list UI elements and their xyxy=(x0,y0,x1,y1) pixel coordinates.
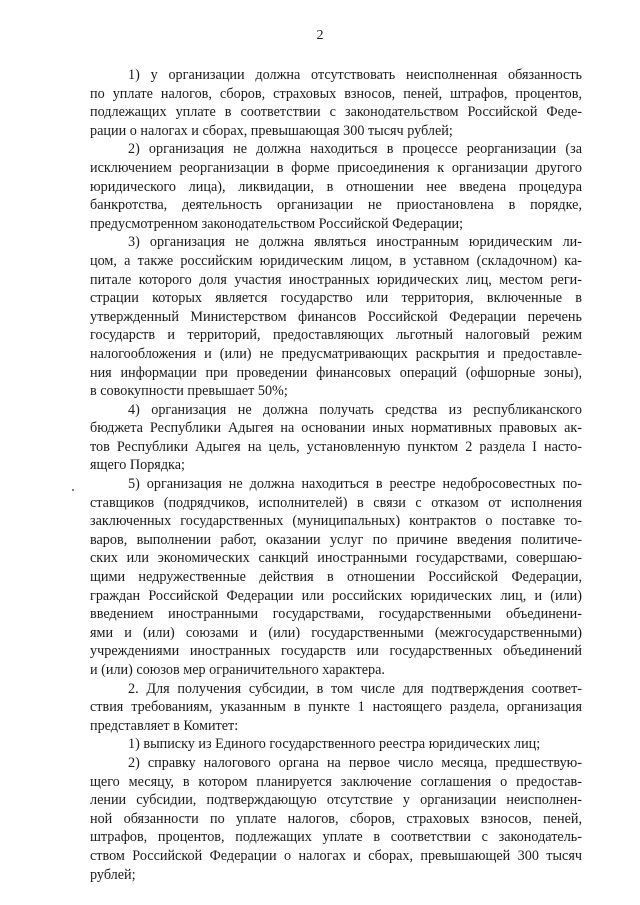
document-body xyxy=(90,66,582,884)
margin-mark xyxy=(72,489,74,491)
text-line: ством Российской Федерации о налогах и сборах, превышающей 300 тысяч xyxy=(90,847,582,864)
text-line: ной обязанности по уплате налогов, сборов, страховых взносов, пеней, xyxy=(90,810,582,827)
text-line: страции которых является государство или территория, включенные в xyxy=(90,290,582,307)
text-line: ствия требованиям, указанным в пункте 1 настоящего раздела, организация xyxy=(90,699,582,716)
text-line: рации о налогах и сборах, превышающая 300 тысяч рублей; xyxy=(90,122,453,139)
text-line: 1) выписку из Единого государственного реестра юридических лиц; xyxy=(128,736,541,753)
text-line: цом, а также российским юридическим лицом, в уставном (складочном) ка- xyxy=(90,252,582,269)
text-line: ящего Порядка; xyxy=(90,457,185,474)
text-line: щими недружественные действия в отношении Российской Федерации, xyxy=(90,569,582,586)
text-line: 1) у организации должна отсутствовать неисполненная обязанность xyxy=(128,67,582,83)
text-line: в совокупности превышает 50%; xyxy=(90,383,288,400)
text-line: ями и (или) союзами и (или) государственными (межгосударственными) xyxy=(90,624,582,641)
text-line: питале которого доля участия иностранных юридических лиц, местом реги- xyxy=(90,271,582,288)
text-line: 2) справку налогового органа на первое число месяца, предшествую- xyxy=(128,754,582,771)
text-line: банкротства, деятельность организации не приостановлена в порядке, xyxy=(90,197,582,214)
text-line: заключенных государственных (муниципальных) контрактов о поставке то- xyxy=(90,513,582,530)
text-line: варов, выполнении работ, оказании услуг по причине введения политиче- xyxy=(90,531,582,548)
text-line: рублей; xyxy=(90,866,136,883)
text-line: 3) организация не должна являться иностранным юридическим ли- xyxy=(128,234,582,251)
text-line: по уплате налогов, сборов, страховых взносов, пеней, штрафов, процентов, xyxy=(90,85,582,102)
text-line: утвержденный Министерством финансов Российской Федерации перечень xyxy=(90,308,582,325)
text-line: подлежащих уплате в соответствии с законодательством Российской Феде- xyxy=(90,104,582,121)
text-line: 4) организация не должна получать средства из республиканского xyxy=(128,401,582,418)
text-line: налогообложения и (или) не предусматривающих раскрытия и предоставле- xyxy=(90,345,582,362)
text-line: и (или) союзов мер ограничительного характера. xyxy=(90,662,385,678)
text-line: 5) организация не должна находиться в реестре недобросовестных по- xyxy=(128,476,582,493)
text-line: исключением реорганизации в форме присоединения к организации другого xyxy=(90,159,582,176)
text-line: 2) организация не должна находиться в процессе реорганизации (за xyxy=(128,141,582,158)
text-line: государств и территорий, предоставляющих льготный налоговый режим xyxy=(90,327,582,344)
text-line: юридического лица), ликвидации, в отношении нее введена процедура xyxy=(90,178,582,195)
text-line: учреждениями иностранных государств или государственных объединений xyxy=(90,643,582,660)
text-line: штрафов, процентов, подлежащих уплате в соответствии с законодатель- xyxy=(90,829,582,846)
text-line: 2. Для получения субсидии, в том числе для подтверждения соответ- xyxy=(128,680,582,697)
text-line: ставщиков (подрядчиков, исполнителей) в связи с отказом от исполнения xyxy=(90,494,582,511)
text-line: бюджета Республики Адыгея на основании иных нормативных правовых ак- xyxy=(90,420,582,437)
text-line: щего месяцу, в котором планируется заключение соглашения о предостав- xyxy=(90,773,582,790)
text-line: тов Республики Адыгея на цель, установленную пунктом 2 раздела I насто- xyxy=(90,438,582,455)
text-line: предусмотренном законодательством Российской Федерации; xyxy=(90,215,464,232)
text-line: ния информации при проведении финансовых операций (офшорные зоны), xyxy=(90,364,582,381)
text-line: граждан Российской Федерации или российских юридических лиц, и (или) xyxy=(90,587,582,604)
text-line: введением иностранными государствами, государственными объединени- xyxy=(90,606,582,623)
text-line: ских или экономических санкций иностранными государствами, совершаю- xyxy=(90,550,582,567)
page-number: 2 xyxy=(316,28,324,43)
text-line: лении субсидии, подтверждающую отсутствие у организации неисполнен- xyxy=(90,792,582,809)
text-line: представляет в Комитет: xyxy=(90,717,239,734)
